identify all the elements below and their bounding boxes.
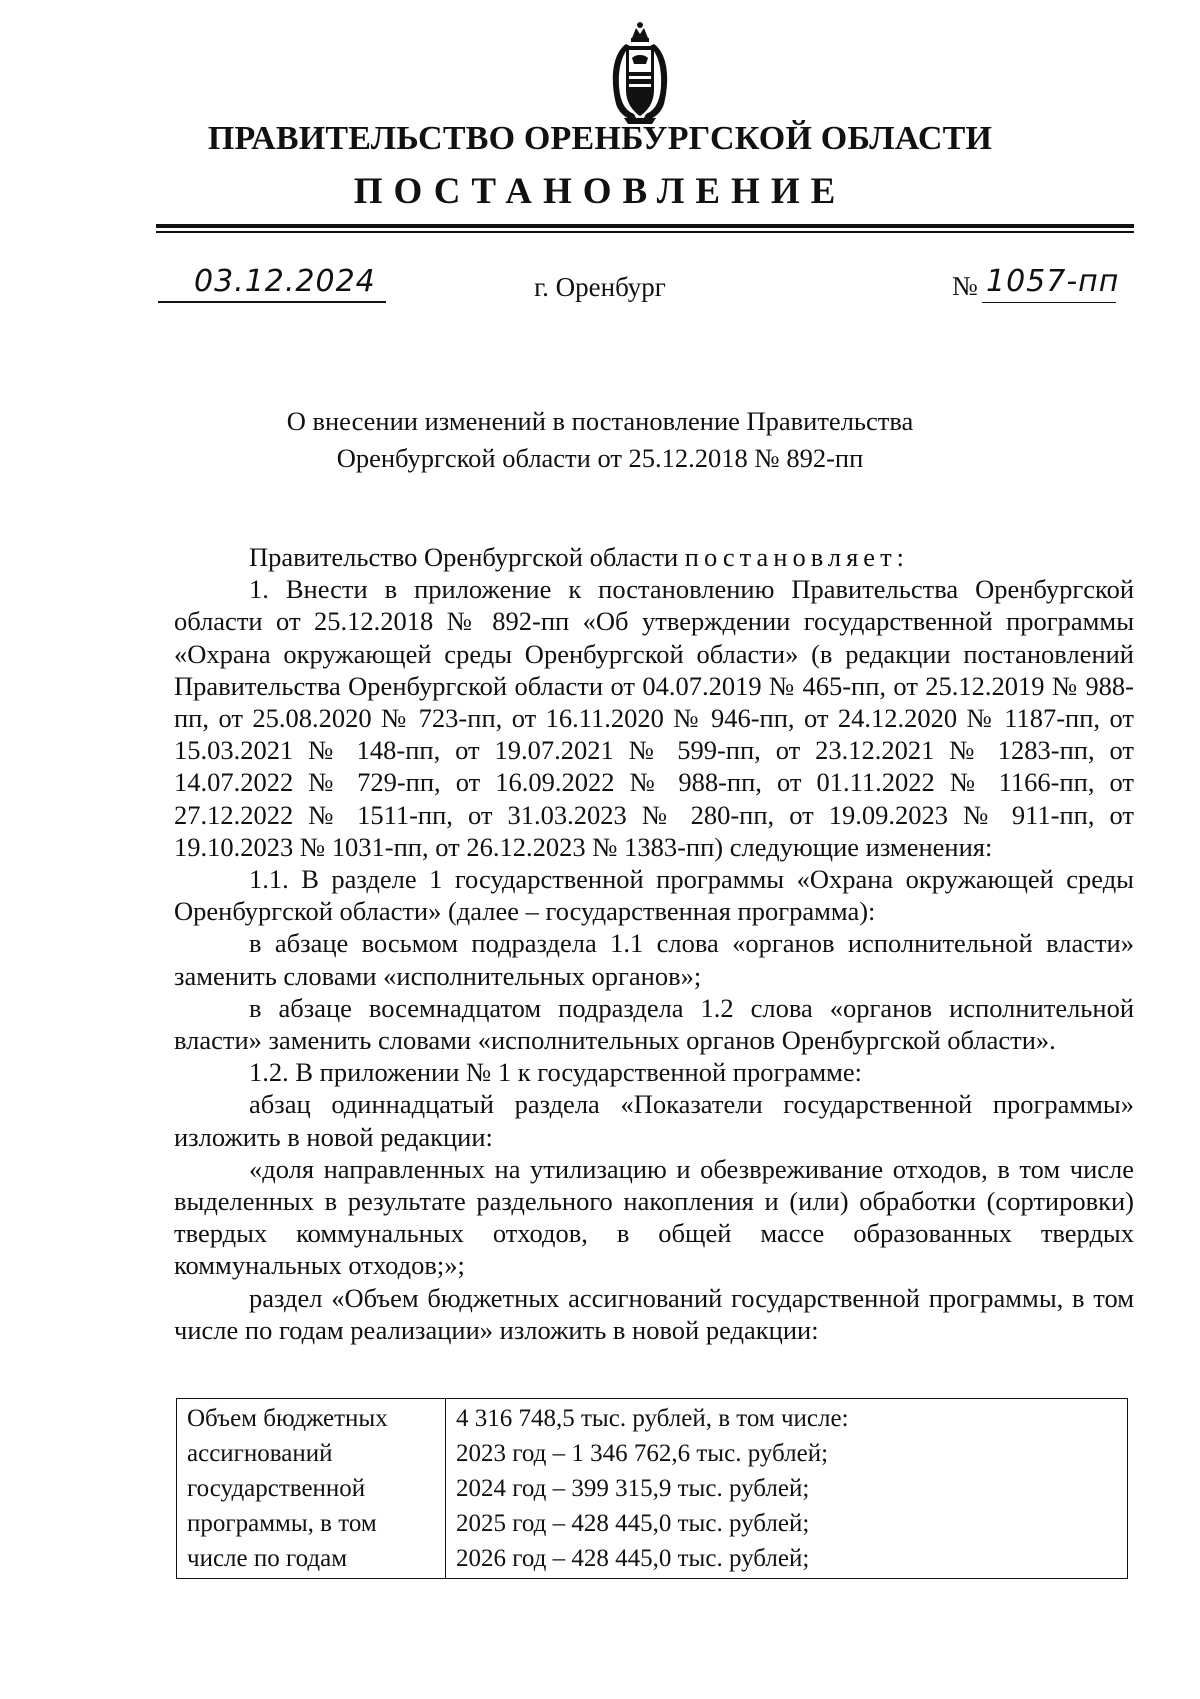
header-rule-thick xyxy=(156,224,1134,228)
paragraph-1-2-quote: «доля направленных на утилизацию и обезвреживание отходов, в том числе выделенных в результате раздельного накопления и (или) обработки (сортировки) твердых коммунальных отходов, в общей массе образованных твердых коммунальных отходов;»; xyxy=(174,1153,1134,1281)
header-rule-thin xyxy=(156,231,1134,233)
paragraph-1-1: 1.1. В разделе 1 государственной программы «Охрана окружающей среды Оренбургской области» (далее – государственная программа): xyxy=(174,864,1134,927)
value-line: 2025 год – 428 445,0 тыс. рублей; xyxy=(456,1510,810,1537)
document-body xyxy=(174,541,1134,1346)
intro-prefix: Правительство Оренбургской области xyxy=(249,542,679,572)
budget-value-cell xyxy=(446,1399,1128,1579)
value-line: 2023 год – 1 346 762,6 тыс. рублей; xyxy=(456,1440,829,1467)
intro-paragraph xyxy=(174,541,1134,573)
paragraph-1-2: 1.2. В приложении № 1 к государственной программе: xyxy=(249,1057,862,1088)
document-date: 03.12.2024 xyxy=(194,264,376,299)
paragraph-1: 1. Внести в приложение к постановлению Правительства Оренбургской области от 25.12.2018 № 892-пп «Об утверждении государственной программы «Охрана окружающей среды Оренбургской области» (в редакции постановлений Правительства Оренбургской области от 04.07.2019 № 465-пп, от 25.12.2019 № 988-пп, от 25.08.2020 № 723-пп, от 16.11.2020 № 946-пп, от 24.12.2020 № 1187-пп, от 15.03.2021 № 148-пп, от 19.07.2021 № 599-пп, от 23.12.2021 № 1283-пп, от 14.07.2022 № 729-пп, от 16.09.2022 № 988-пп, от 01.11.2022 № 1166-пп, от 27.12.2022 № 1511-пп, от 31.03.2023 № 280-пп, от 19.09.2023 № 911-пп, от 19.10.2023 № 1031-пп, от 26.12.2023 № 1383-пп) следующие изменения: xyxy=(174,574,1134,862)
number-label: № xyxy=(952,271,978,301)
label-line: программы, в том xyxy=(187,1510,377,1537)
table-row xyxy=(177,1399,1128,1579)
document-subject xyxy=(0,403,1200,477)
paragraph-1-1-b: в абзаце восемнадцатом подраздела 1.2 слова «органов исполнительной власти» заменить словами «исполнительных органов Оренбургской области». xyxy=(174,992,1134,1056)
number-underline xyxy=(982,302,1116,303)
paragraph-1-2-a: абзац одиннадцатый раздела «Показатели государственной программы» изложить в новой редакции: xyxy=(174,1089,1134,1152)
label-line: ассигнований xyxy=(187,1440,333,1467)
value-line: 4 316 748,5 тыс. рублей, в том числе: xyxy=(456,1405,849,1432)
label-line: числе по годам xyxy=(187,1545,348,1572)
value-line: 2026 год – 428 445,0 тыс. рублей; xyxy=(456,1545,810,1572)
value-line: 2024 год – 399 315,9 тыс. рублей; xyxy=(456,1475,810,1502)
paragraph-1-2-b: раздел «Объем бюджетных ассигнований государственной программы, в том числе по годам реализации» изложить в новой редакции: xyxy=(174,1282,1134,1345)
coat-of-arms-icon xyxy=(602,20,678,126)
subject-line-1: О внесении изменений в постановление Правительства xyxy=(286,406,914,436)
document-number: 1057-пп xyxy=(986,264,1120,299)
budget-table xyxy=(176,1398,1128,1579)
document-city: г. Оренбург xyxy=(534,272,666,302)
document-type-title: ПОСТАНОВЛЕНИЕ xyxy=(353,171,847,212)
subject-line-2: Оренбургской области от 25.12.2018 № 892-пп xyxy=(336,443,864,473)
paragraph-1-1-a: в абзаце восьмом подраздела 1.1 слова «органов исполнительной власти» заменить словами «исполнительных органов»; xyxy=(174,928,1134,991)
intro-verb: постановляет: xyxy=(684,542,910,572)
label-line: Объем бюджетных xyxy=(187,1405,388,1432)
organization-title: ПРАВИТЕЛЬСТВО ОРЕНБУРГСКОЙ ОБЛАСТИ xyxy=(207,120,993,157)
budget-label-cell xyxy=(177,1399,446,1579)
label-line: государственной xyxy=(187,1475,366,1502)
